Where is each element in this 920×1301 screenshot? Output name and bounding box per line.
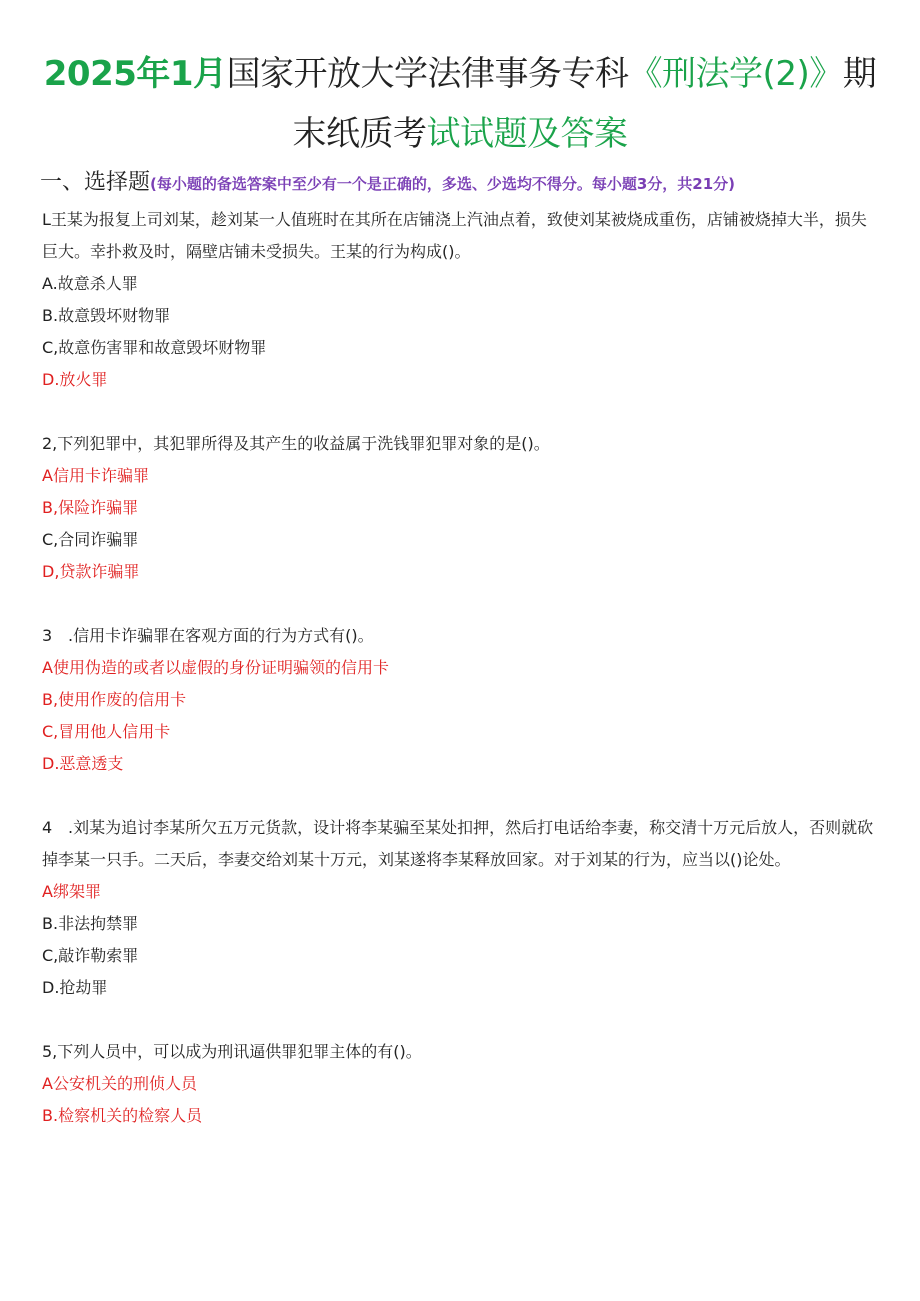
answer-option-correct: A公安机关的刑侦人员 bbox=[42, 1074, 197, 1093]
title-line2-main: 末纸质考 bbox=[292, 114, 427, 154]
answer-option-correct: D.放火罪 bbox=[42, 370, 108, 389]
question-text: .刘某为追讨李某所欠五万元货款，设计将李某骗至某处扣押，然后打电话给李妻，称交清十万元后放人，否则就砍掉李某一只手。二天后，李妻交给刘某十万元，刘某遂将李某释放回家。对于刘某的行为，应当以()论处。 bbox=[42, 818, 874, 869]
answer-option: C,合同诈骗罪 bbox=[42, 530, 139, 549]
question-number: 2, bbox=[42, 434, 58, 453]
answer-option-correct: D,贷款诈骗罪 bbox=[42, 562, 140, 581]
answer-option: A.故意杀人罪 bbox=[42, 274, 138, 293]
question-text: 王某为报复上司刘某，趁刘某一人值班时在其所在店铺浇上汽油点着，致使刘某被烧成重伤，店铺被烧掉大半，损失巨大。幸扑救及时，隔壁店铺未受损失。王某的行为构成()。 bbox=[42, 210, 867, 261]
answer-option: C,敲诈勒索罪 bbox=[42, 946, 139, 965]
answer-option-correct: A使用伪造的或者以虚假的身份证明骗领的信用卡 bbox=[42, 658, 389, 677]
section-heading bbox=[40, 168, 735, 199]
question-number: 5, bbox=[42, 1042, 58, 1061]
question-stem bbox=[42, 428, 882, 460]
answer-option-correct: A绑架罪 bbox=[42, 882, 101, 901]
question-text: 下列人员中，可以成为刑讯逼供罪犯罪主体的有()。 bbox=[57, 1042, 422, 1061]
question-number: L bbox=[42, 210, 51, 229]
title-line2-tail: 试试题及答案 bbox=[426, 114, 628, 154]
answer-option-correct: C,冒用他人信用卡 bbox=[42, 722, 171, 741]
question-stem bbox=[42, 1036, 882, 1068]
answer-option-correct: B.检察机关的检察人员 bbox=[42, 1106, 203, 1125]
document-title-line-2 bbox=[0, 114, 920, 154]
question-number: 4 bbox=[42, 818, 53, 837]
question-number: 3 bbox=[42, 626, 53, 645]
section-title: 一、选择题 bbox=[40, 170, 151, 195]
questions-list bbox=[42, 204, 882, 1132]
answer-option: B.非法拘禁罪 bbox=[42, 914, 139, 933]
answer-option: B.故意毁坏财物罪 bbox=[42, 306, 171, 325]
title-year: 2025年1月 bbox=[43, 54, 227, 94]
answer-option: C,故意伤害罪和故意毁坏财物罪 bbox=[42, 338, 267, 357]
question-stem bbox=[42, 812, 882, 876]
title-end: 期 bbox=[842, 54, 877, 94]
question-stem bbox=[42, 204, 882, 268]
answer-option-correct: B,使用作废的信用卡 bbox=[42, 690, 187, 709]
answer-option-correct: D.恶意透支 bbox=[42, 754, 124, 773]
answer-option: D.抢劫罪 bbox=[42, 978, 108, 997]
answer-option-correct: B,保险诈骗罪 bbox=[42, 498, 139, 517]
title-course: 《刑法学(2)》 bbox=[628, 54, 843, 94]
document-title-line-1 bbox=[0, 54, 920, 94]
question-text: 下列犯罪中，其犯罪所得及其产生的收益属于洗钱罪犯罪对象的是()。 bbox=[57, 434, 550, 453]
question-text: .信用卡诈骗罪在客观方面的行为方式有()。 bbox=[68, 626, 374, 645]
title-main: 国家开放大学法律事务专科 bbox=[226, 54, 629, 94]
answer-option-correct: A信用卡诈骗罪 bbox=[42, 466, 149, 485]
section-note: (每小题的备选答案中至少有一个是正确的，多选、少选均不得分。每小题3分，共21分) bbox=[150, 175, 736, 193]
question-stem bbox=[42, 620, 882, 652]
